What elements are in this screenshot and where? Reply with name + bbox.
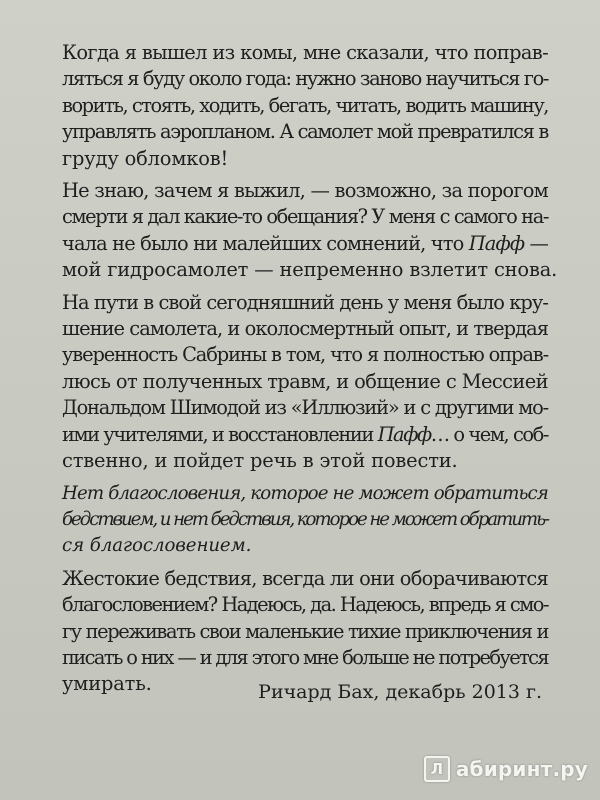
- text-line: шение самолета, и околосмертный опыт, и твердая: [62, 317, 548, 341]
- author-signature: Ричард Бах, декабрь 2013 г.: [258, 681, 542, 703]
- text-line: Нет благословения, которое не может обратиться: [62, 482, 548, 504]
- text-line: уверенность Сабрины в том, что я полностью оправ-: [62, 343, 548, 367]
- text-segment: ими учителями, и восстановлении: [62, 422, 378, 446]
- paragraph: [62, 178, 558, 284]
- text-line: [62, 231, 548, 257]
- text-line: Когда я вышел из комы, мне сказали, что поправ-: [62, 41, 548, 64]
- text-line: благословением? Надеюсь, да. Надеюсь, впредь я смо-: [62, 593, 548, 617]
- text-line: ворить, стоять, ходить, бегать, читать, водить машину,: [62, 93, 548, 117]
- text-line: бедствием, и нет бедствия, которое не может обратить-: [62, 508, 548, 530]
- text-line: ляться я буду около года: нужно заново научиться го-: [62, 67, 548, 91]
- text-line: груду обломков!: [62, 146, 229, 170]
- text-segment: —: [524, 231, 548, 255]
- text-line: гу переживать свои маленькие тихие приключения и: [62, 619, 548, 643]
- text-line: смерти я дал какие-то обещания? У меня с самого на-: [62, 205, 548, 229]
- text-line: управлять аэропланом. А самолет мой превратился в: [62, 120, 548, 144]
- text-line: Не знаю, зачем я выжил, — возможно, за порогом: [62, 179, 548, 203]
- text-segment: чала не было ни малейших сомнений, что: [62, 231, 469, 255]
- labirint-watermark: [424, 754, 588, 784]
- labirint-logo-icon: Л: [424, 756, 450, 782]
- text-line: мой гидросамолет — непременно взлетит снова.: [62, 258, 558, 282]
- italic-title: Пафф: [377, 422, 431, 446]
- text-line: На пути в свой сегодняшний день у меня было кру-: [62, 290, 548, 314]
- text-line: ственно, и пойдет речь в этой повести.: [62, 449, 458, 473]
- paragraph: [62, 40, 548, 172]
- paragraph: [62, 290, 548, 475]
- text-line: [62, 422, 548, 448]
- text-line: люсь от полученных травм, и общение с Мессией: [62, 369, 548, 393]
- italic-title: Пафф: [468, 231, 525, 255]
- text-segment: … о чем, соб-: [430, 422, 548, 446]
- text-line: умирать.: [62, 672, 152, 696]
- watermark-text: абиринт.ру: [455, 757, 588, 781]
- text-line: Дональдом Шимодой из «Иллюзий» и с другими мо-: [62, 396, 548, 420]
- epigraph-paragraph: [62, 481, 548, 560]
- text-line: ся благословением.: [62, 535, 252, 557]
- text-line: писать о них — и для этого мне больше не потребуется: [62, 645, 548, 669]
- paragraph: [62, 566, 548, 698]
- text-line: Жестокие бедствия, всегда ли они оборачиваются: [62, 566, 548, 590]
- body-text: [62, 40, 558, 698]
